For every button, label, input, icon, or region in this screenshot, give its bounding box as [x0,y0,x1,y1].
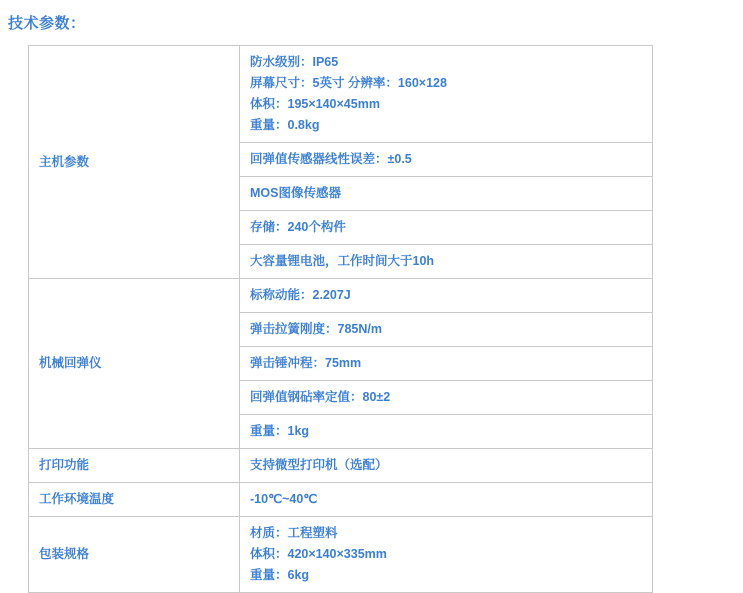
table-row [29,483,653,517]
cell-hammer-weight: 重量：1kg [240,415,653,449]
cell-hammer-stroke: 弹击锤冲程：75mm [240,347,653,381]
spec-line: 重量：6kg [250,568,310,582]
spec-line: 重量：0.8kg [250,118,320,132]
cell-operating-temperature-range: -10℃~40℃ [240,483,653,517]
row-label-mechanical-rebound-hammer: 机械回弹仪 [29,279,240,449]
row-label-print-function: 打印功能 [29,449,240,483]
cell-storage: 存储：240个构件 [240,211,653,245]
cell-spring-stiffness: 弹击拉簧刚度：785N/m [240,313,653,347]
table-row [29,517,653,593]
table-row [29,46,653,143]
row-label-operating-temperature: 工作环境温度 [29,483,240,517]
cell-nominal-energy: 标称动能：2.207J [240,279,653,313]
spec-line: 屏幕尺寸：5英寸 分辨率：160×128 [250,76,447,90]
cell-print-support: 支持微型打印机（选配） [240,449,653,483]
cell-host-basic-specs [240,46,653,143]
table-row [29,279,653,313]
cell-packaging-details [240,517,653,593]
technical-specifications-table [28,45,653,593]
cell-rebound-sensor-linearity: 回弹值传感器线性误差：±0.5 [240,143,653,177]
row-label-host-parameters: 主机参数 [29,46,240,279]
spec-line: 材质：工程塑料 [250,526,338,540]
row-label-packaging-spec: 包装规格 [29,517,240,593]
table-row [29,449,653,483]
page-title: 技术参数： [8,15,86,32]
spec-line: 体积：420×140×335mm [250,547,387,561]
cell-battery: 大容量锂电池，工作时间大于10h [240,245,653,279]
cell-anvil-calibration-value: 回弹值钢砧率定值：80±2 [240,381,653,415]
cell-mos-image-sensor: MOS图像传感器 [240,177,653,211]
table-body [29,46,653,593]
spec-line: 防水级别：IP65 [250,55,339,69]
spec-line: 体积：195×140×45mm [250,97,380,111]
